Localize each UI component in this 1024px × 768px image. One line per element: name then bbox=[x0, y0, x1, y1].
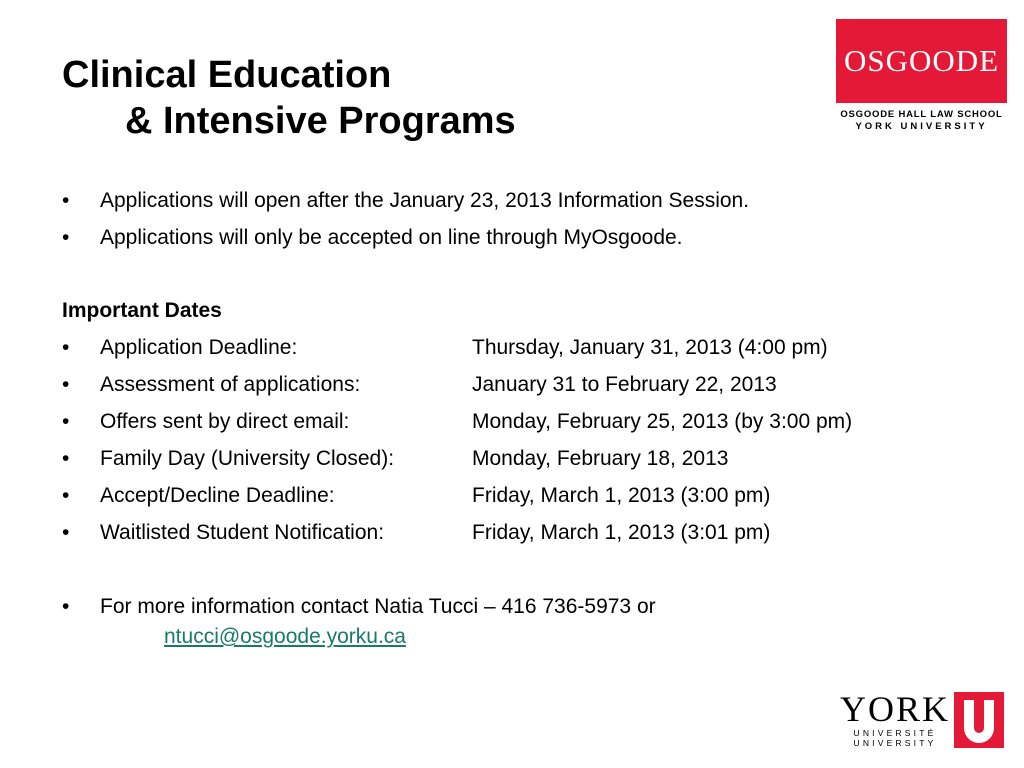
bullet-glyph: • bbox=[62, 410, 70, 433]
date-label: Family Day (University Closed): bbox=[100, 447, 395, 470]
date-label: Assessment of applications: bbox=[100, 373, 361, 396]
slide-title bbox=[62, 52, 516, 144]
bullet-glyph: • bbox=[62, 521, 70, 544]
date-value: Monday, February 18, 2013 bbox=[472, 447, 729, 470]
contact-email-link[interactable]: ntucci@osgoode.yorku.ca bbox=[164, 625, 406, 648]
york-wordmark: YORK bbox=[840, 689, 951, 729]
date-value: Friday, March 1, 2013 (3:01 pm) bbox=[472, 521, 771, 544]
bullet-glyph: • bbox=[62, 189, 70, 212]
title-line-1: Clinical Education bbox=[62, 54, 392, 96]
bullet-glyph: • bbox=[62, 595, 70, 618]
intro-bullet-text: Applications will only be accepted on line through MyOsgoode. bbox=[100, 226, 683, 249]
osgoode-logo-line-1: OSGOODE HALL LAW SCHOOL bbox=[840, 109, 1003, 120]
york-logo-line-1: UNIVERSITÉ bbox=[853, 728, 937, 738]
date-label: Offers sent by direct email: bbox=[100, 410, 350, 433]
important-dates-heading: Important Dates bbox=[62, 299, 222, 322]
bullet-glyph: • bbox=[62, 484, 70, 507]
date-value: Thursday, January 31, 2013 (4:00 pm) bbox=[472, 336, 828, 359]
osgoode-logo-subtitle bbox=[836, 109, 1007, 133]
osgoode-logo bbox=[836, 19, 1007, 133]
york-u-icon bbox=[954, 692, 1004, 748]
bullet-glyph: • bbox=[62, 226, 70, 249]
bullet-glyph: • bbox=[62, 336, 70, 359]
york-logo-subtitle bbox=[842, 728, 948, 748]
contact-text: For more information contact Natia Tucci – 416 736-5973 or bbox=[100, 595, 656, 618]
intro-bullet-text: Applications will open after the January 23, 2013 Information Session. bbox=[100, 189, 750, 212]
title-line-2: & Intensive Programs bbox=[125, 100, 516, 142]
date-value: Friday, March 1, 2013 (3:00 pm) bbox=[472, 484, 771, 507]
date-label: Waitlisted Student Notification: bbox=[100, 521, 385, 544]
osgoode-logo-line-2: YORK UNIVERSITY bbox=[855, 121, 988, 132]
bullet-glyph: • bbox=[62, 373, 70, 396]
date-label: Accept/Decline Deadline: bbox=[100, 484, 335, 507]
date-value: January 31 to February 22, 2013 bbox=[472, 373, 777, 396]
osgoode-wordmark: OSGOODE bbox=[836, 19, 1007, 103]
bullet-glyph: • bbox=[62, 447, 70, 470]
date-value: Monday, February 25, 2013 (by 3:00 pm) bbox=[472, 410, 853, 433]
date-label: Application Deadline: bbox=[100, 336, 298, 359]
york-logo-line-2: UNIVERSITY bbox=[853, 738, 937, 748]
york-university-logo bbox=[840, 690, 1005, 748]
